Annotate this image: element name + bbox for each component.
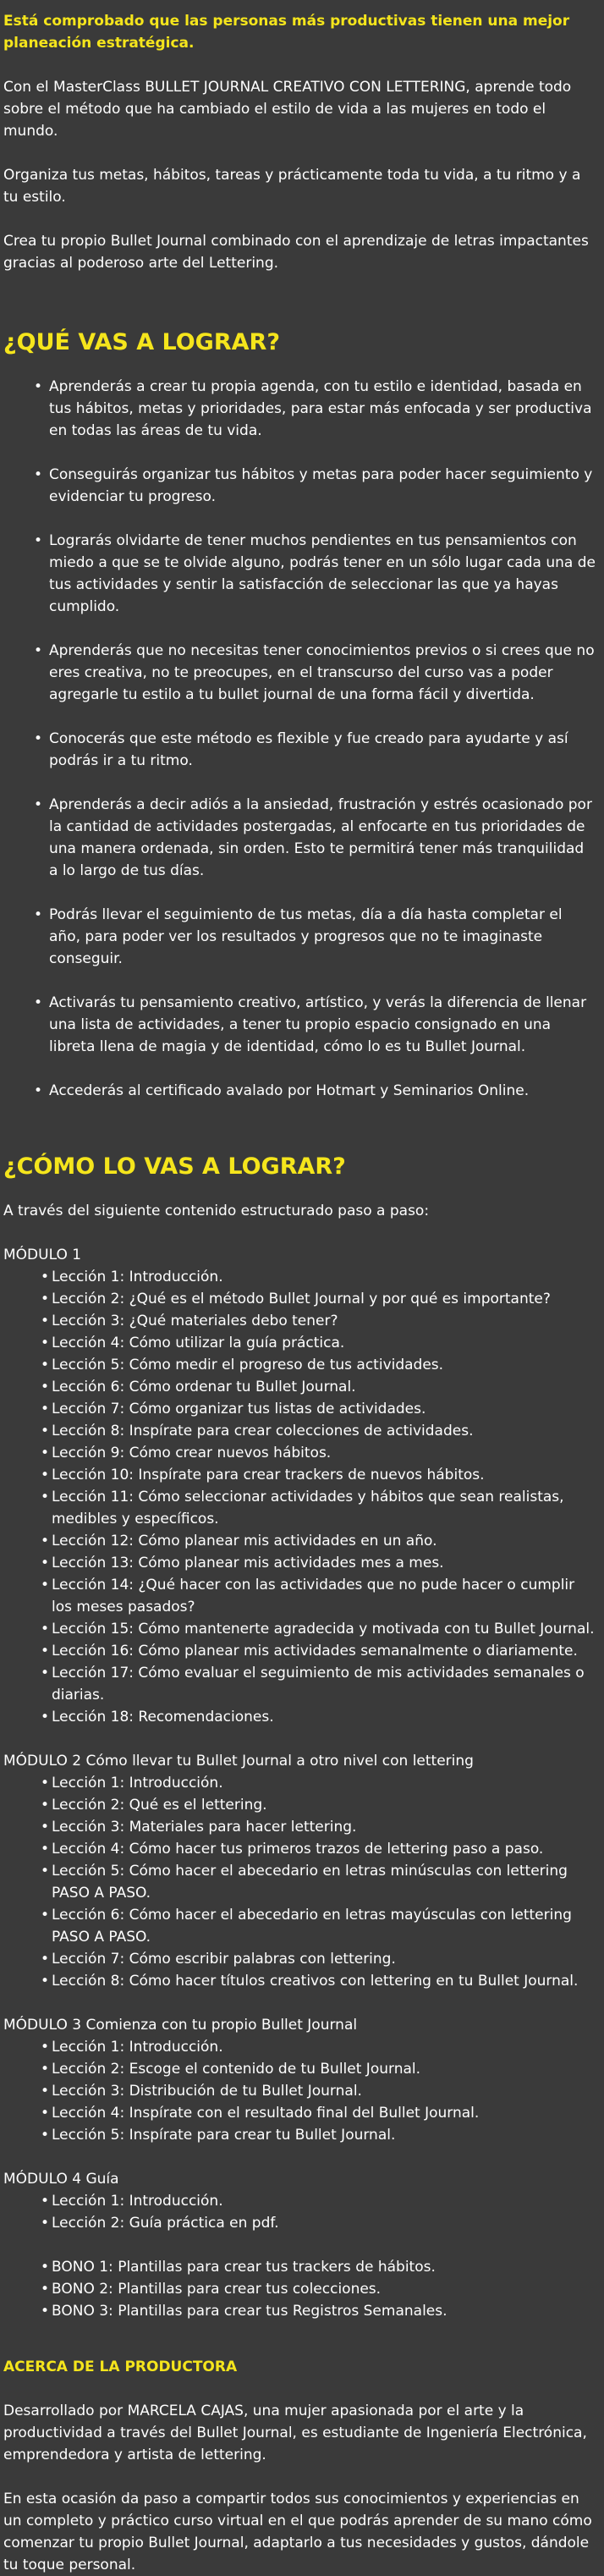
intro-paragraph: Con el MasterClass BULLET JOURNAL CREATIVO CON LETTERING, aprende todo sobre el método que ha cambiado el estilo de vida a las mujeres en todo el mundo. [3, 79, 572, 140]
lesson-item: • Lección 16: Cómo planear mis actividades semanalmente o diariamente. [41, 1640, 597, 1662]
lesson-list [3, 2190, 597, 2234]
lesson-item: • Lección 3: Materiales para hacer lettering. [41, 1816, 597, 1838]
lesson-item: • Lección 18: Recomendaciones. [41, 1706, 597, 1728]
lesson-item: • Lección 3: Distribución de tu Bullet Journal. [41, 2080, 597, 2102]
lesson-item: • Lección 6: Cómo hacer el abecedario en letras mayúsculas con lettering PASO A PASO. [41, 1904, 597, 1948]
lesson-item: • Lección 5: Cómo medir el progreso de tus actividades. [41, 1354, 597, 1376]
achieve-list [3, 376, 597, 1102]
achieve-heading: ¿QUÉ VAS A LOGRAR? [3, 329, 280, 355]
lesson-item: • Lección 1: Introducción. [41, 1266, 597, 1288]
achieve-item: • Podrás llevar el seguimiento de tus metas, día a día hasta completar el año, para poder ver los resultados y progresos que no te imaginaste conseguir. [37, 904, 597, 970]
achieve-item: • Aprenderás a crear tu propia agenda, con tu estilo e identidad, basada en tus hábitos, metas y prioridades, para estar más enfocada y ser productiva en todas las áreas de tu vida. [37, 376, 597, 442]
module-2 [3, 1750, 597, 1992]
intro-lead: Está comprobado que las personas más productivas tienen una mejor planeación estratégica. [3, 13, 570, 52]
lesson-item: • Lección 7: Cómo escribir palabras con lettering. [41, 1948, 597, 1970]
achieve-item: • Accederás al certificado avalado por Hotmart y Seminarios Online. [37, 1080, 597, 1102]
producer-paragraph: Desarrollado por MARCELA CAJAS, una mujer apasionada por el arte y la productividad a través del Bullet Journal, es estudiante de Ingeniería Electrónica, emprendedora y artista de lettering. [3, 2403, 587, 2463]
lesson-item: • Lección 12: Cómo planear mis actividades en un año. [41, 1530, 597, 1552]
lesson-item: • Lección 6: Cómo ordenar tu Bullet Journal. [41, 1376, 597, 1398]
lesson-item: • Lección 15: Cómo mantenerte agradecida y motivada con tu Bullet Journal. [41, 1618, 597, 1640]
module-title: MÓDULO 2 Cómo llevar tu Bullet Journal a otro nivel con lettering [3, 1753, 474, 1770]
module-title: MÓDULO 3 Comienza con tu propio Bullet Journal [3, 2017, 358, 2034]
bonus-item: • BONO 1: Plantillas para crear tus trackers de hábitos. [41, 2256, 597, 2278]
bonus-list [3, 2234, 597, 2322]
lesson-item: • Lección 5: Inspírate para crear tu Bullet Journal. [41, 2124, 597, 2146]
lesson-item: • Lección 2: ¿Qué es el método Bullet Journal y por qué es importante? [41, 1288, 597, 1310]
achieve-item: • Conseguirás organizar tus hábitos y metas para poder hacer seguimiento y evidenciar tu progreso. [37, 464, 597, 508]
lesson-item: • Lección 2: Escoge el contenido de tu Bullet Journal. [41, 2058, 597, 2080]
lesson-item: • Lección 4: Cómo utilizar la guía práctica. [41, 1332, 597, 1354]
lesson-item: • Lección 2: Guía práctica en pdf. [41, 2212, 597, 2234]
how-heading: ¿CÓMO LO VAS A LOGRAR? [3, 1153, 346, 1180]
lesson-item: • Lección 8: Inspírate para crear colecciones de actividades. [41, 1420, 597, 1442]
bonus-item: • BONO 3: Plantillas para crear tus Registros Semanales. [41, 2300, 597, 2322]
lesson-item: • Lección 1: Introducción. [41, 2036, 597, 2058]
list-spacer [41, 2234, 597, 2256]
lesson-item: • Lección 1: Introducción. [41, 1772, 597, 1794]
how-intro: A través del siguiente contenido estructurado paso a paso: [3, 1203, 430, 1219]
module-1 [3, 1244, 597, 1728]
lesson-list [3, 1266, 597, 1728]
lesson-item: • Lección 17: Cómo evaluar el seguimiento de mis actividades semanales o diarias. [41, 1662, 597, 1706]
module-title: MÓDULO 4 Guía [3, 2171, 119, 2188]
achieve-item: • Lograrás olvidarte de tener muchos pendientes en tus pensamientos con miedo a que se te olvide alguno, podrás tener en un sólo lugar cada una de tus actividades y sentir la satisfacción de seleccionar las que ya hayas cumplido. [37, 530, 597, 618]
lesson-item: • Lección 9: Cómo crear nuevos hábitos. [41, 1442, 597, 1464]
module-title: MÓDULO 1 [3, 1247, 82, 1263]
lesson-item: • Lección 10: Inspírate para crear trackers de nuevos hábitos. [41, 1464, 597, 1486]
bonus-item: • BONO 2: Plantillas para crear tus colecciones. [41, 2278, 597, 2300]
lesson-item: • Lección 13: Cómo planear mis actividades mes a mes. [41, 1552, 597, 1574]
intro-paragraph: Organiza tus metas, hábitos, tareas y prácticamente toda tu vida, a tu ritmo y a tu estilo. [3, 167, 581, 206]
achieve-item: • Activarás tu pensamiento creativo, artístico, y verás la diferencia de llenar una lista de actividades, a tener tu propio espacio consignado en una libreta llena de magia y de identidad, cómo lo es tu Bullet Journal. [37, 992, 597, 1058]
producer-paragraph: En esta ocasión da paso a compartir todos sus conocimientos y experiencias en un completo y práctico curso virtual en el que podrás aprender de su mano cómo comenzar tu propio Bullet Journal, adaptarlo a tus necesidades y gustos, dándole tu toque personal. [3, 2491, 592, 2573]
achieve-item: • Conocerás que este método es flexible y fue creado para ayudarte y así podrás ir a tu ritmo. [37, 728, 597, 772]
lesson-item: • Lección 8: Cómo hacer títulos creativos con lettering en tu Bullet Journal. [41, 1970, 597, 1992]
intro-paragraph: Crea tu propio Bullet Journal combinado con el aprendizaje de letras impactantes gracias al poderoso arte del Lettering. [3, 233, 589, 272]
lesson-item: • Lección 14: ¿Qué hacer con las actividades que no pude hacer o cumplir los meses pasados? [41, 1574, 597, 1618]
lesson-item: • Lección 3: ¿Qué materiales debo tener? [41, 1310, 597, 1332]
lesson-item: • Lección 7: Cómo organizar tus listas de actividades. [41, 1398, 597, 1420]
lesson-item: • Lección 11: Cómo seleccionar actividades y hábitos que sean realistas, medibles y específicos. [41, 1486, 597, 1530]
producer-heading: ACERCA DE LA PRODUCTORA [3, 2359, 238, 2375]
lesson-list [3, 1772, 597, 1992]
lesson-item: • Lección 4: Inspírate con el resultado final del Bullet Journal. [41, 2102, 597, 2124]
achieve-item: • Aprenderás que no necesitas tener conocimientos previos o si crees que no eres creativa, no te preocupes, en el transcurso del curso vas a poder agregarle tu estilo a tu bullet journal de una forma fácil y divertida. [37, 640, 597, 706]
lesson-item: • Lección 2: Qué es el lettering. [41, 1794, 597, 1816]
module-4 [3, 2168, 597, 2322]
module-3 [3, 2014, 597, 2146]
lesson-item: • Lección 4: Cómo hacer tus primeros trazos de lettering paso a paso. [41, 1838, 597, 1860]
lesson-item: • Lección 5: Cómo hacer el abecedario en letras minúsculas con lettering PASO A PASO. [41, 1860, 597, 1904]
lesson-item: • Lección 1: Introducción. [41, 2190, 597, 2212]
lesson-list [3, 2036, 597, 2146]
achieve-item: • Aprenderás a decir adiós a la ansiedad, frustración y estrés ocasionado por la cantidad de actividades postergadas, al enfocarte en tus prioridades de una manera ordenada, sin orden. Esto te permitirá tener más tranquilidad a lo largo de tus días. [37, 794, 597, 882]
